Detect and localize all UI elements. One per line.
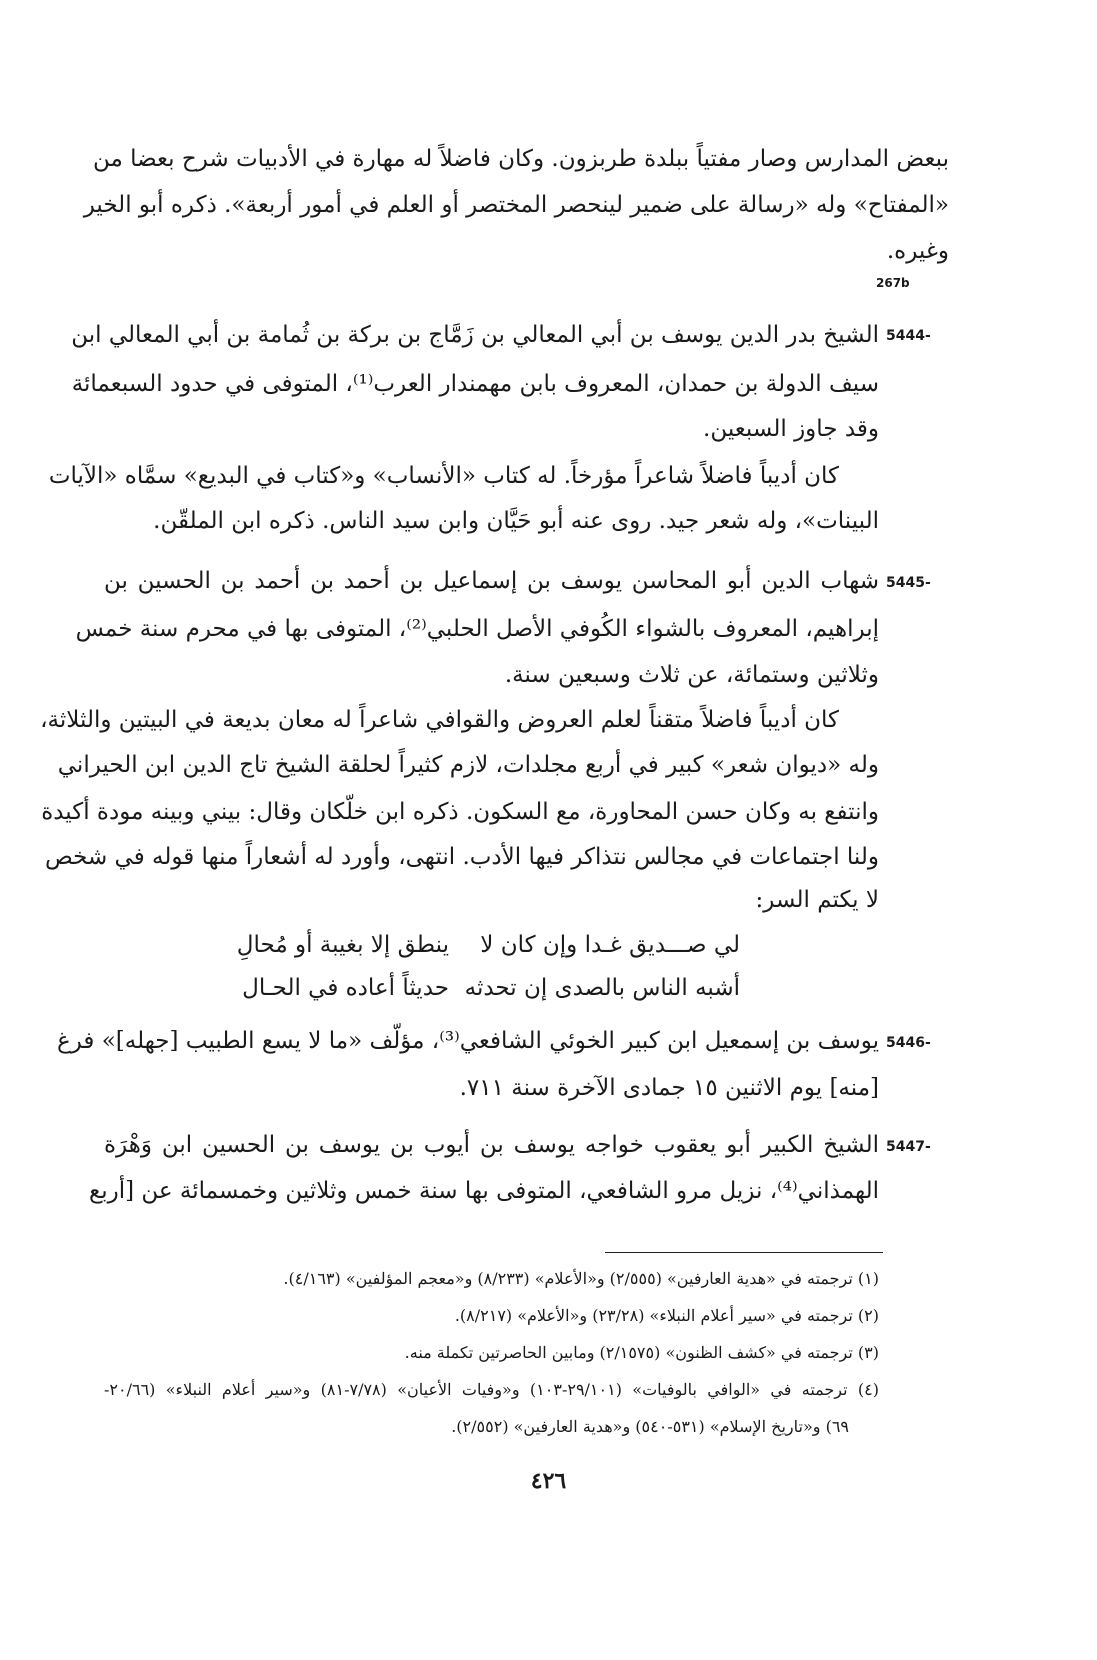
entry-number: 5447- (886, 1139, 931, 1155)
footnote: (٢) ترجمته في «سير أعلام النبلاء» (٢٣/٢٨) و«الأعلام» (٨/٢١٧). (454, 1306, 879, 1325)
text-line: كان أديباً فاضلاً شاعراً مؤرخاً. له كتاب «الأنساب» و«كتاب في البديع» سمَّاه «الآيات (48, 463, 839, 489)
folio-mark: 267b (876, 276, 910, 290)
entry-heading-line: الشيخ بدر الدين يوسف بن أبي المعالي بن زَمَّاج بن بركة بن ثُمامة بن أبي المعالي ابن (71, 322, 879, 348)
entry-heading-line: يوسف بن إسمعيل ابن كبير الخوئي الشافعي⁽³⁾، مؤلّف «ما لا يسع الطبيب [جهله]» فرغ (56, 1028, 879, 1054)
text-line: ببعض المدارس وصار مفتياً ببلدة طربزون. وكان فاضلاً له مهارة في الأدبيات شرح بعضا من (92, 146, 949, 172)
page-number: ٤٢٦ (530, 1468, 567, 1494)
verse-second-hemistich: حديثاً أعاده في الحـال (242, 975, 449, 1001)
entry-heading-line: وثلاثين وستمائة، عن ثلاث وسبعين سنة. (504, 662, 879, 688)
text-line: لا يكتم السر: (755, 887, 879, 913)
entry-number: 5445- (886, 575, 931, 591)
verse-first-hemistich: أشبه الناس بالصدى إن تحدثه (464, 975, 740, 1001)
footnote: (٣) ترجمته في «كشف الظنون» (٢/١٥٧٥) ومابين الحاصرتين تكملة منه. (404, 1343, 879, 1362)
verse-second-hemistich: ينطق إلا بغيبة أو مُحالِ (236, 932, 449, 958)
footnote: (٤) ترجمته في «الوافي بالوفيات» (٢٩/١٠١-١٠٣) و«وفيات الأعيان» (٧/٧٨-٨١) و«سير أعلام النبلاء» (٢٠/٦٦- (104, 1380, 880, 1399)
entry-number: 5444- (886, 328, 931, 344)
footnote-continuation: ٦٩) و«تاريخ الإسلام» (٥٣١-٥٤٠) و«هدية العارفين» (٢/٥٥٢). (451, 1417, 849, 1436)
entry-heading-line: سيف الدولة بن حمدان، المعروف بابن مهمندار العرب⁽¹⁾، المتوفى في حدود السبعمائة (71, 371, 879, 397)
text-line: وانتفع به وكان حسن المحاورة، مع السكون. ذكره ابن خلّكان وقال: بيني وبينه مودة أكيدة (41, 799, 879, 825)
text-line: «المفتاح» وله «رسالة على ضمير لينحصر المختصر أو العلم في أمور أربعة». ذكره أبو الخير (83, 192, 949, 218)
entry-heading-line: الشيخ الكبير أبو يعقوب خواجه يوسف بن أيوب بن يوسف بن الحسين ابن وَهْرَة (104, 1132, 879, 1158)
text-line: البينات»، وله شعر جيد. روى عنه أبو حَيَّان وابن سيد الناس. ذكره ابن الملقّن. (153, 508, 879, 534)
entry-heading-line: وقد جاوز السبعين. (703, 416, 879, 442)
entry-heading-line: إبراهيم، المعروف بالشواء الكُوفي الأصل الحلبي⁽²⁾، المتوفى بها في محرم سنة خمس (75, 616, 879, 642)
verse-first-hemistich: لي صـــديق غـدا وإن كان لا (480, 932, 740, 958)
entry-heading-line: [منه] يوم الاثنين ١٥ جمادى الآخرة سنة ٧١١. (459, 1075, 879, 1101)
footnote-separator (605, 1252, 883, 1253)
entry-heading-line: شهاب الدين أبو المحاسن يوسف بن إسماعيل بن أحمد بن أحمد بن الحسين بن (104, 568, 879, 594)
footnote: (١) ترجمته في «هدية العارفين» (٢/٥٥٥) و«الأعلام» (٨/٢٣٣) و«معجم المؤلفين» (٤/١٦٣). (283, 1269, 879, 1288)
text-line: وغيره. (886, 238, 949, 264)
text-line: ولنا اجتماعات في مجالس نتذاكر فيها الأدب. انتهى، وأورد له أشعاراً منها قوله في شخص (44, 844, 879, 870)
entry-number: 5446- (886, 1035, 931, 1051)
entry-heading-line: الهمذاني⁽⁴⁾، نزيل مرو الشافعي، المتوفى بها سنة خمس وثلاثين وخمسمائة عن [أربع (88, 1178, 879, 1204)
text-line: وله «ديوان شعر» كبير في أربع مجلدات، لازم كثيراً لحلقة الشيخ تاج الدين ابن الحيراني (57, 752, 879, 778)
text-line: كان أديباً فاضلاً متقناً لعلم العروض والقوافي شاعراً له معان بديعة في البيتين والثلاثة، (40, 707, 839, 733)
